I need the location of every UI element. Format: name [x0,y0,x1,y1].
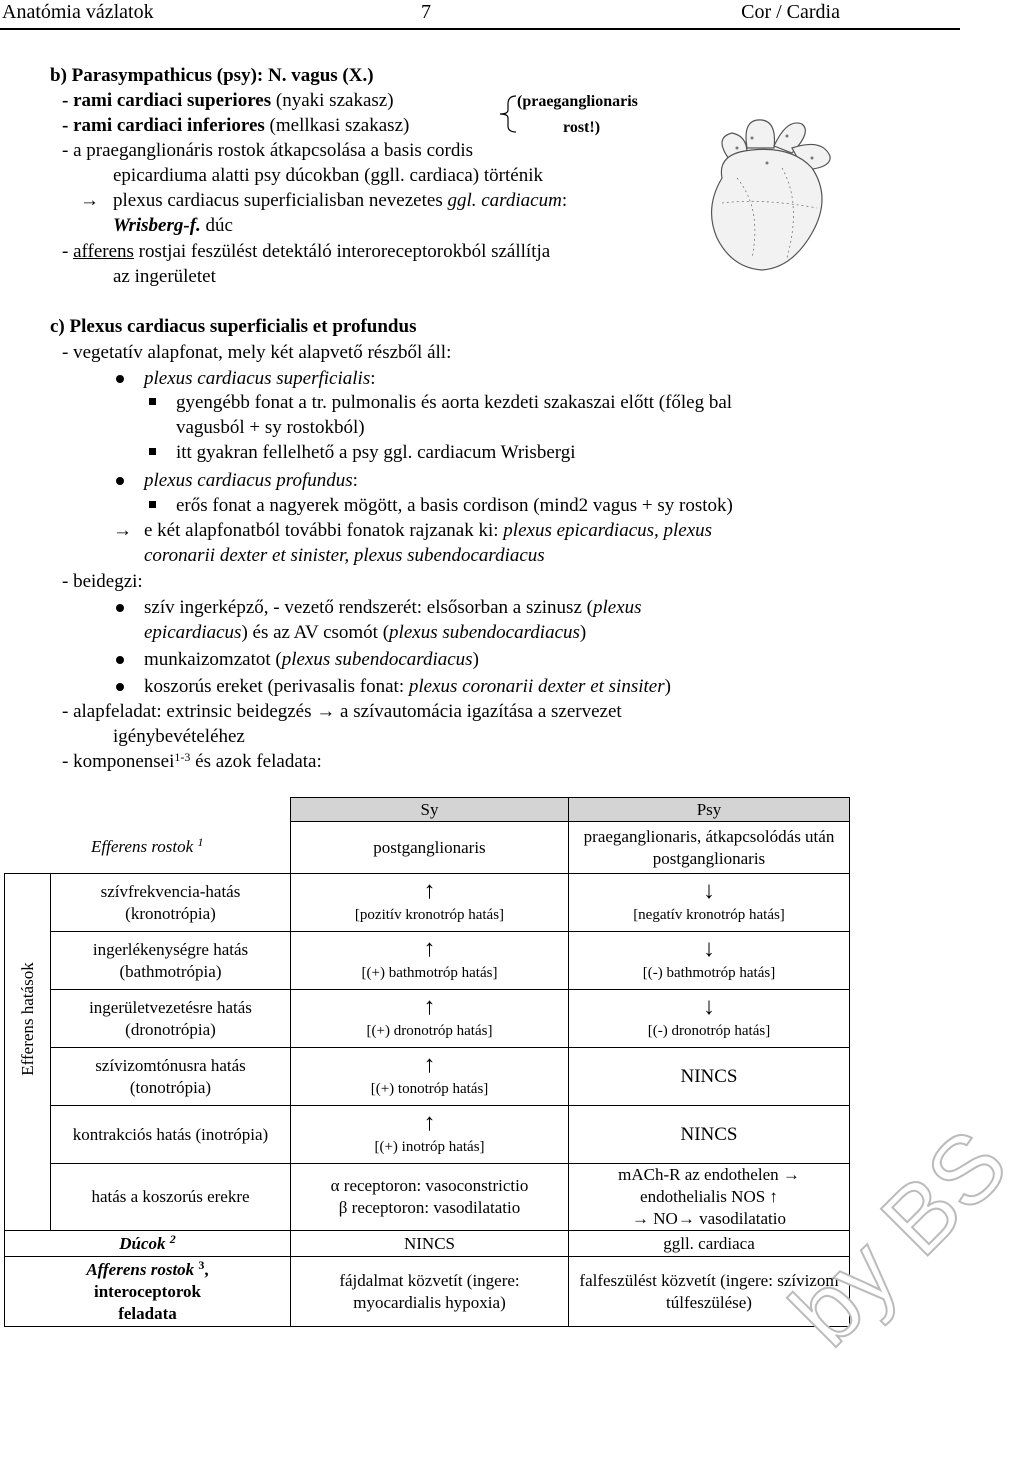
square-bullet-icon [149,501,156,508]
koszorus-sy: α receptoron: vasoconstrictio β receptoron: vasodilatatio [291,1164,569,1231]
efferens-sy: postganglionaris [291,822,569,874]
table-row [5,1164,850,1231]
ducok-label: Dúcok $^2$ [5,1231,291,1257]
comparison-table [4,797,850,1327]
col-header-psy: Psy [569,798,850,822]
brace-text-top: (praeganglionaris [517,93,638,110]
bullet-icon [116,604,124,612]
alapfeladat-line-2: igénybevételéhez [113,726,245,747]
section-b-line5: plexus cardiacus superficialisban nevezetes ggl. cardiacum: [113,190,568,211]
down-arrow-icon: ↓ [703,994,715,1020]
row-psy: NINCS [569,1048,850,1106]
ducok-psy: ggll. cardiaca [569,1231,850,1257]
sub-item-2: itt gyakran fellelhető a psy ggl. cardiacum Wrisbergi [176,442,576,463]
afferens-label: Afferens rostok $^3$, interoceptorok feladata [5,1257,291,1327]
row-sy: ↑ [(+) dronotróp hatás] [291,990,569,1048]
komponensei-line: - komponensei$^{1-3}$ és azok feladata: [62,750,322,772]
row-psy: ↓ [(-) dronotróp hatás] [569,990,850,1048]
efferens-psy: praeganglionaris, átkapcsolódás után postganglionaris [569,822,850,874]
section-b-line6: Wrisberg-f. dúc [113,215,233,236]
beidegzi-label: - beidegzi: [62,571,143,592]
row-sy: ↑ [(+) tonotróp hatás] [291,1048,569,1106]
brace-icon [496,94,520,134]
sub-item-1: gyengébb fonat a tr. pulmonalis és aorta kezdeti szakaszai előtt (főleg bal [176,392,733,413]
row-psy: NINCS [569,1106,850,1164]
innervation-item-3: koszorús ereket (perivasalis fonat: plexus coronarii dexter et sinsiter) [144,676,671,697]
table-header-row [5,798,850,822]
header-left: Anatómia vázlatok [2,1,154,23]
up-arrow-icon: ↑ [423,1110,436,1136]
bullet-icon [116,656,124,664]
innervation-item-1: szív ingerképző, - vezető rendszerét: elsősorban a szinusz (plexus [144,597,642,618]
up-arrow-icon: ↑ [423,1052,436,1078]
row-sy: ↑ [(+) bathmotróp hatás] [291,932,569,990]
watermark: by BS [770,1109,1028,1367]
heart-illustration [692,108,842,278]
section-c-line1: - vegetatív alapfonat, mely két alapvető részből áll: [62,342,452,363]
square-bullet-icon [149,448,156,455]
bullet-icon [116,375,124,383]
section-b-line8: az ingerületet [113,266,216,287]
plexus-superficialis: plexus cardiacus superficialis: [144,368,376,389]
ducok-sy: NINCS [291,1231,569,1257]
section-b-title: b) Parasympathicus (psy): N. vagus (X.) [50,65,374,86]
sub-item-3: erős fonat a nagyerek mögött, a basis cordison (mind2 vagus + sy rostok) [176,495,733,516]
arrow-line-2: coronarii dexter et sinister, plexus subendocardiacus [144,545,545,566]
down-arrow-icon: ↓ [703,878,715,904]
table-row [5,1231,850,1257]
row-label: szívfrekvencia-hatás (kronotrópia) [51,874,291,932]
page-header [0,0,960,30]
innervation-item-1b: epicardiacus) és az AV csomót (plexus subendocardiacus) [144,622,587,643]
plexus-profundus: plexus cardiacus profundus: [144,470,358,491]
section-b-line7: - afferens rostjai feszülést detektáló interoreceptorokból szállítja [62,241,551,262]
efferens-hatasok-side: Efferens hatások [5,874,51,1164]
brace-text-bottom: rost!) [563,119,601,136]
table-row [5,1048,850,1106]
koszorus-label: hatás a koszorús erekre [51,1164,291,1231]
row-psy: ↓ [negatív kronotróp hatás] [569,874,850,932]
row-label: szívizomtónusra hatás (tonotrópia) [51,1048,291,1106]
table-row [5,990,850,1048]
section-b-line3: - a praeganglionáris rostok átkapcsolása a basis cordis [62,140,474,161]
page-number: 7 [421,1,431,23]
section-b-line1: - rami cardiaci superiores (nyaki szakasz) [62,90,394,111]
arrow-line-1: e két alapfonatból további fonatok rajzanak ki: plexus epicardiacus, plexus [144,520,713,541]
up-arrow-icon: ↑ [423,994,436,1020]
arrow-icon: → [113,520,132,541]
col-header-sy: Sy [291,798,569,822]
row-sy: ↑ [(+) inotróp hatás] [291,1106,569,1164]
table-row [5,822,850,874]
bullet-icon [116,477,124,485]
up-arrow-icon: ↑ [423,878,436,904]
row-label: kontrakciós hatás (inotrópia) [51,1106,291,1164]
up-arrow-icon: ↑ [423,936,436,962]
row-psy: ↓ [(-) bathmotróp hatás] [569,932,850,990]
afferens-psy: falfeszülést közvetít (ingere: szívizom túlfeszülése) [569,1257,850,1327]
afferens-sy: fájdalmat közvetít (ingere: myocardialis hypoxia) [291,1257,569,1327]
square-bullet-icon [149,398,156,405]
table-row [5,874,850,932]
bullet-icon [116,683,124,691]
row-label: ingerlékenységre hatás (bathmotrópia) [51,932,291,990]
row-sy: ↑ [pozitív kronotróp hatás] [291,874,569,932]
down-arrow-icon: ↓ [703,936,715,962]
koszorus-psy: mACh-R az endothelen → endothelialis NOS ↑ → NO→ vasodilatatio [569,1164,850,1231]
table-row [5,932,850,990]
alapfeladat-line: - alapfeladat: extrinsic beidegzés → a szívautomácia igazítása a szervezet [62,701,622,722]
sub-item-1b: vagusból + sy rostokból) [176,417,365,438]
row-label: ingerületvezetésre hatás (dronotrópia) [51,990,291,1048]
section-b-line4: epicardiuma alatti psy dúcokban (ggll. cardiaca) történik [113,165,543,186]
table-row [5,1106,850,1164]
efferens-rostok-label: Efferens rostok $^1$ [5,822,291,874]
header-right: Cor / Cardia [741,1,840,23]
table-row [5,1257,850,1327]
innervation-item-2: munkaizomzatot (plexus subendocardiacus) [144,649,479,670]
section-b-line2: - rami cardiaci inferiores (mellkasi szakasz) [62,115,410,136]
section-c-title: c) Plexus cardiacus superficialis et profundus [50,316,417,337]
arrow-icon: → [80,190,99,211]
